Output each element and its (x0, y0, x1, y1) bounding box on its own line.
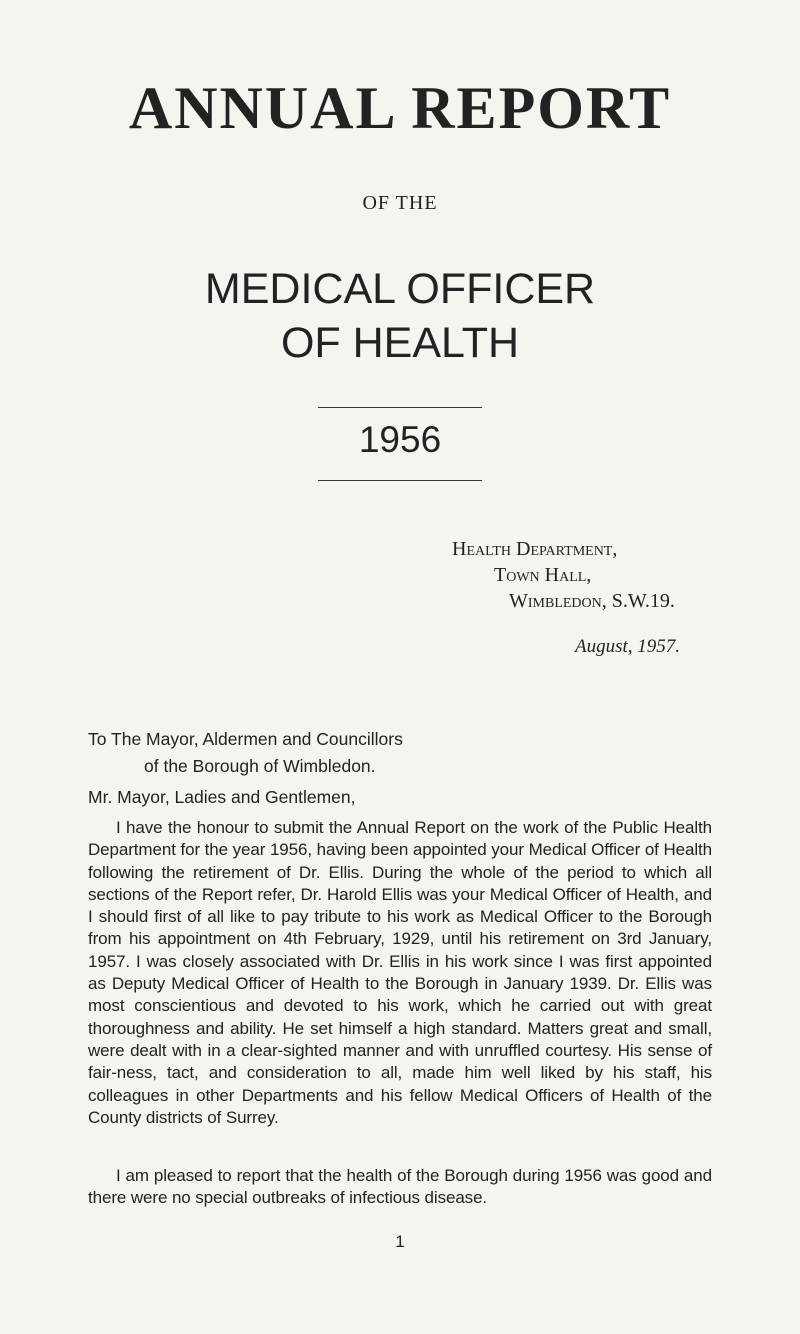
addressee-line-1: To The Mayor, Aldermen and Councillors (88, 729, 403, 749)
body-paragraph-1: I have the honour to submit the Annual Report on the work of the Public Health Department for the year 1956, having been appointed your Medical Officer of Health following the retirement of Dr. Ellis. During the whole of the period to which all sections of the Report refer, Dr. Harold Ellis was your Medical Officer of Health, and I should first of all like to pay tribute to his work as Medical Officer to the Borough from his appointment on 4th February, 1929, until his retirement on 3rd January, 1957. I was closely associated with Dr. Ellis in his work since I was first appointed as Deputy Medical Officer of Health to the Borough in January 1939. Dr. Ellis was most conscientious and devoted to his work, which he carried out with great thoroughness and ability. He set himself a high standard. Matters great and small, were dealt with in a clear-sighted manner and with unruffled courtesy. His sense of fair-ness, tact, and consideration to all, made him well liked by his staff, his colleagues in other Departments and his fellow Medical Officers of Health of the County districts of Surrey. (88, 818, 712, 1127)
subtitle-line-2: OF HEALTH (280, 319, 520, 367)
body-paragraph-2: I am pleased to report that the health of the Borough during 1956 was good and there were no special outbreaks of infectious disease. (88, 1166, 712, 1208)
subtitle-line-1: MEDICAL OFFICER (204, 265, 596, 313)
letter-date: August, 1957. (575, 636, 681, 657)
divider-bottom (318, 480, 482, 481)
address-town: Wimbledon, (509, 590, 607, 612)
address-postcode: S.W.19. (611, 590, 675, 612)
addressee (88, 726, 403, 780)
of-the-label: OF THE (362, 192, 438, 214)
page-number: 1 (395, 1232, 405, 1251)
addressee-line-2: of the Borough of Wimbledon. (144, 756, 376, 776)
report-subtitle (0, 262, 800, 370)
report-title: ANNUAL REPORT (128, 75, 672, 141)
address-line-2: Town Hall, (494, 564, 592, 586)
address-line-1: Health Department, (452, 538, 618, 560)
report-year: 1956 (358, 419, 442, 460)
address-line-3 (509, 588, 675, 614)
divider-top (318, 407, 482, 408)
salutation: Mr. Mayor, Ladies and Gentlemen, (88, 787, 356, 807)
